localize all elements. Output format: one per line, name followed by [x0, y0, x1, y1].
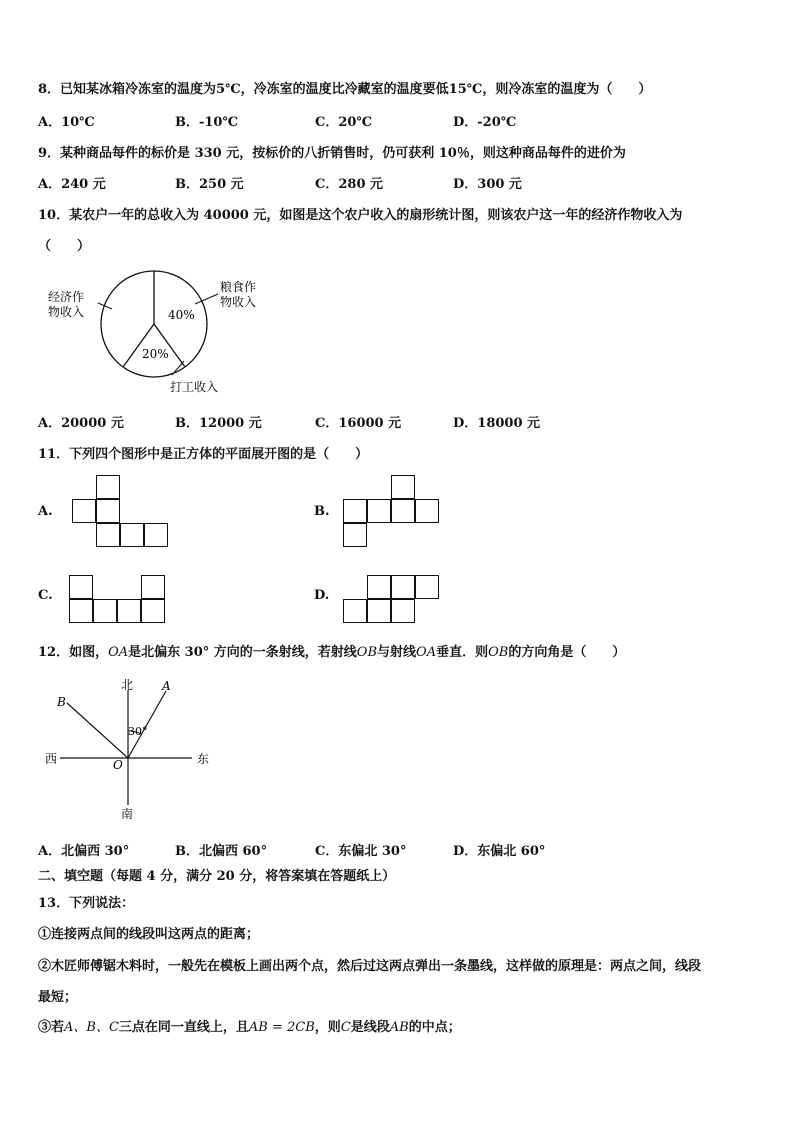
q11-label-b[interactable]: B. — [314, 504, 330, 519]
q13-statement-2-line1: ②木匠师傅锯木料时，一般先在模板上画出两个点，然后过这两点弹出一条墨线，这样做的原理是：两点之间，线段 — [38, 959, 702, 974]
net-c-square — [117, 599, 141, 623]
label-angle-30: 30° — [128, 725, 148, 738]
q13-s3-end: 的中点； — [408, 1020, 461, 1035]
label-grain-line2: 物收入 — [220, 295, 257, 309]
q9-option-c[interactable]: C．280 元 — [315, 177, 384, 192]
q13-s3-mid: 三点在同一直线上，且 — [118, 1020, 249, 1035]
net-b-square — [367, 499, 391, 523]
q12-text-mid3: 垂直．则 — [436, 645, 489, 660]
label-south: 南 — [121, 807, 134, 821]
q12-text-pre: 12．如图， — [38, 645, 109, 660]
q13-s3-abc: A、B、C — [64, 1020, 119, 1035]
q12-text-mid2: 与射线 — [377, 645, 417, 660]
net-d-square — [391, 575, 415, 599]
q13-statement-2-line2: 最短； — [38, 990, 78, 1005]
q13-s3-mid3: 是线段 — [350, 1020, 390, 1035]
pie-chart-figure — [40, 265, 280, 400]
q10-option-a[interactable]: A．20000 元 — [38, 416, 124, 431]
net-a-square — [72, 499, 96, 523]
q13-s3-mid2: ，则 — [314, 1020, 341, 1035]
q8-option-a[interactable]: A．10℃ — [38, 115, 95, 130]
q13-s3-pre: ③若 — [38, 1020, 65, 1035]
pct-grain: 40% — [168, 308, 195, 322]
q12-ob: OB — [488, 645, 509, 660]
q13-s3-eq: AB = 2CB — [248, 1020, 315, 1035]
question-12-text — [38, 644, 625, 662]
net-b-square — [343, 499, 367, 523]
q13-s3-c: C — [340, 1020, 351, 1035]
net-d-square — [391, 599, 415, 623]
net-c-square — [69, 575, 93, 599]
net-d-square — [415, 575, 439, 599]
q8-option-c[interactable]: C．20℃ — [315, 115, 373, 130]
label-o: O — [113, 758, 123, 772]
q10-option-b[interactable]: B．12000 元 — [175, 416, 262, 431]
label-econ-line1: 经济作 — [48, 290, 85, 304]
net-c-square — [141, 575, 165, 599]
label-east: 东 — [197, 752, 210, 766]
q10-option-d[interactable]: D．18000 元 — [453, 416, 541, 431]
question-9-text: 9．某种商品每件的标价是 330 元，按标价的八折销售时，仍可获利 10％，则这种商品每件的进价为 — [38, 146, 626, 161]
net-d-square — [343, 599, 367, 623]
net-c-square — [93, 599, 117, 623]
label-b: B — [57, 695, 66, 709]
question-11-text: 11．下列四个图形中是正方体的平面展开图的是（ ） — [38, 447, 369, 462]
net-b-square — [343, 523, 367, 547]
q9-option-b[interactable]: B．250 元 — [175, 177, 244, 192]
q12-option-d[interactable]: D．东偏北 60° — [453, 844, 546, 859]
q12-text-end: 的方向角是（ ） — [508, 645, 626, 660]
label-econ-line2: 物收入 — [48, 305, 85, 319]
net-a-square — [96, 499, 120, 523]
pct-work: 20% — [142, 347, 169, 361]
question-10-text: 10．某农户一年的总收入为 40000 元，如图是这个农户收入的扇形统计图，则该农户这一年的经济作物收入为 — [38, 208, 683, 223]
q12-option-a[interactable]: A．北偏西 30° — [38, 844, 130, 859]
q13-s3-ab: AB — [389, 1020, 409, 1035]
q12-option-c[interactable]: C．东偏北 30° — [315, 844, 407, 859]
q13-statement-3 — [38, 1019, 461, 1037]
question-8-text: 8．已知某冰箱冷冻室的温度为5℃，冷冻室的温度比冷藏室的温度要低15℃，则冷冻室的温度为（ ） — [38, 82, 652, 97]
q8-option-b[interactable]: B．-10℃ — [175, 115, 239, 130]
label-work: 打工收入 — [170, 380, 219, 394]
q8-option-d[interactable]: D．-20℃ — [453, 115, 517, 130]
q12-oa: OA — [416, 645, 437, 660]
net-d-square — [367, 599, 391, 623]
net-a-square — [96, 523, 120, 547]
q9-option-d[interactable]: D．300 元 — [453, 177, 522, 192]
net-c-square — [69, 599, 93, 623]
leader-work — [172, 361, 184, 375]
label-a: A — [162, 679, 171, 693]
label-grain-line1: 粮食作 — [220, 280, 257, 294]
q9-option-a[interactable]: A．240 元 — [38, 177, 106, 192]
net-b-square — [391, 475, 415, 499]
label-north: 北 — [121, 678, 134, 692]
label-west: 西 — [45, 752, 58, 766]
net-b-square — [391, 499, 415, 523]
compass-figure — [40, 675, 220, 825]
net-d-square — [367, 575, 391, 599]
section-2-heading: 二、填空题（每题 4 分，满分 20 分，将答案填在答题纸上） — [38, 869, 396, 884]
question-13-text: 13．下列说法： — [38, 896, 135, 911]
net-b-square — [415, 499, 439, 523]
ray-ob — [67, 703, 128, 758]
net-c-square — [141, 599, 165, 623]
net-a-square — [96, 475, 120, 499]
q12-oa: OA — [108, 645, 129, 660]
net-a-square — [120, 523, 144, 547]
q13-statement-1: ①连接两点间的线段叫这两点的距离； — [38, 927, 260, 942]
q12-text-mid1: 是北偏东 30° 方向的一条射线，若射线 — [128, 645, 357, 660]
q11-label-a[interactable]: A. — [38, 504, 53, 519]
q11-label-d[interactable]: D. — [314, 588, 330, 603]
q10-option-c[interactable]: C．16000 元 — [315, 416, 402, 431]
q12-option-b[interactable]: B．北偏西 60° — [175, 844, 268, 859]
net-a-square — [144, 523, 168, 547]
q12-ob: OB — [356, 645, 378, 660]
question-10-paren: （ ） — [38, 239, 91, 254]
q11-label-c[interactable]: C. — [38, 588, 53, 603]
